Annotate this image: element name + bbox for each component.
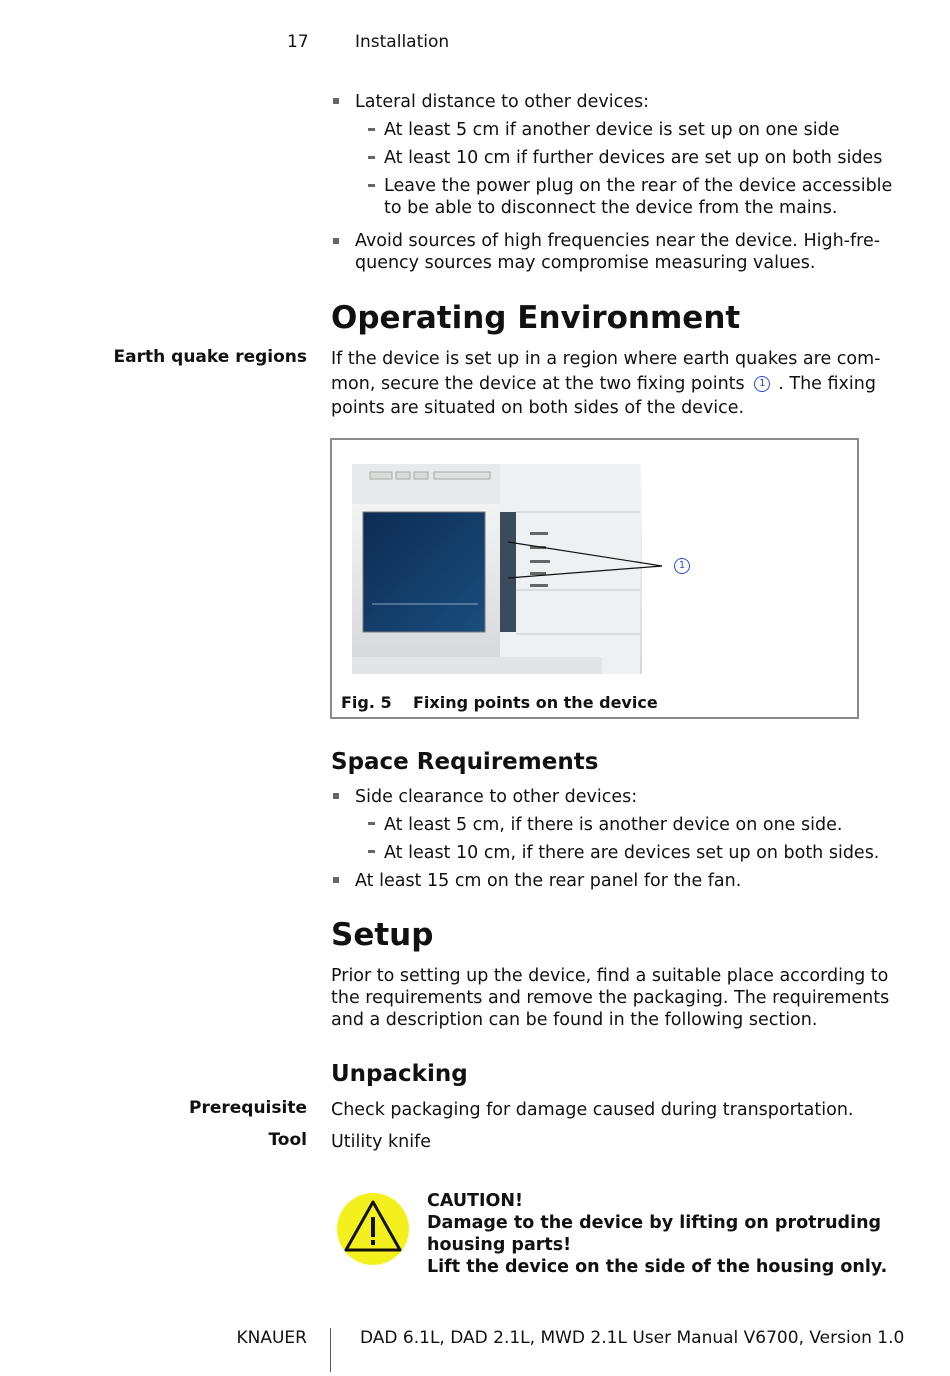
bullet-dash xyxy=(368,850,375,853)
paragraph-line: the requirements and remove the packaging. The requirements xyxy=(331,988,890,1008)
bullet-square xyxy=(333,793,339,799)
paragraph-line: Prior to setting up the device, find a suitable place according to xyxy=(331,966,889,986)
bullet-dash xyxy=(368,822,375,825)
list-subitem: At least 5 cm, if there is another device on one side. xyxy=(384,815,843,835)
heading-operating-environment: Operating Environment xyxy=(331,300,741,336)
bullet-dash xyxy=(368,184,375,187)
footer-document-title: DAD 6.1L, DAD 2.1L, MWD 2.1L User Manual V6700, Version 1.0 xyxy=(360,1328,905,1348)
bullet-square xyxy=(333,877,339,883)
list-item: Avoid sources of high frequencies near the device. High-fre- xyxy=(355,231,881,251)
paragraph-line: If the device is set up in a region where earth quakes are com- xyxy=(331,349,881,369)
figure-caption: Fixing points on the device xyxy=(413,693,658,712)
heading-unpacking: Unpacking xyxy=(331,1061,468,1087)
bullet-dash xyxy=(368,128,375,131)
paragraph-text: mon, secure the device at the two fixing points xyxy=(331,374,745,394)
heading-space-requirements: Space Requirements xyxy=(331,749,599,775)
list-item-continued: quency sources may compromise measuring values. xyxy=(355,253,816,273)
side-label-prerequisite: Prerequisite xyxy=(189,1098,307,1118)
caution-block xyxy=(427,1190,887,1278)
callout-marker: 1 xyxy=(754,376,770,392)
list-item: At least 15 cm on the rear panel for the fan. xyxy=(355,871,742,891)
caution-line: housing parts! xyxy=(427,1235,572,1255)
list-item: Lateral distance to other devices: xyxy=(355,92,649,112)
bullet-dash xyxy=(368,156,375,159)
list-item: Side clearance to other devices: xyxy=(355,787,638,807)
side-label-tool: Tool xyxy=(268,1130,307,1150)
page-number: 17 xyxy=(287,32,309,52)
list-subitem: At least 5 cm if another device is set up on one side xyxy=(384,120,840,140)
paragraph-line: and a description can be found in the following section. xyxy=(331,1010,818,1030)
side-label-earthquake: Earth quake regions xyxy=(113,347,307,367)
footer-brand: KNAUER xyxy=(236,1328,307,1348)
tool-text: Utility knife xyxy=(331,1132,432,1152)
paragraph-line xyxy=(331,372,876,396)
list-subitem: At least 10 cm if further devices are set up on both sides xyxy=(384,148,883,168)
caution-line: Damage to the device by lifting on protruding xyxy=(427,1213,882,1233)
list-subitem-continued: to be able to disconnect the device from the mains. xyxy=(384,198,838,218)
figure-callout-marker: 1 xyxy=(674,558,690,574)
list-subitem: At least 10 cm, if there are devices set up on both sides. xyxy=(384,843,880,863)
paragraph-line: points are situated on both sides of the device. xyxy=(331,398,745,418)
prerequisite-text: Check packaging for damage caused during transportation. xyxy=(331,1100,854,1120)
running-header: Installation xyxy=(355,32,450,52)
bullet-square xyxy=(333,98,339,104)
figure-frame xyxy=(330,438,859,719)
list-subitem: Leave the power plug on the rear of the device accessible xyxy=(384,176,893,196)
footer-divider xyxy=(330,1328,331,1372)
heading-setup: Setup xyxy=(331,917,434,953)
paragraph-text: . The fixing xyxy=(778,374,876,394)
caution-title: CAUTION! xyxy=(427,1191,524,1211)
device-photo xyxy=(350,462,690,678)
warning-icon xyxy=(336,1192,410,1266)
bullet-square xyxy=(333,238,339,244)
figure-number: Fig. 5 xyxy=(341,693,392,712)
caution-line: Lift the device on the side of the housing only. xyxy=(427,1257,888,1277)
